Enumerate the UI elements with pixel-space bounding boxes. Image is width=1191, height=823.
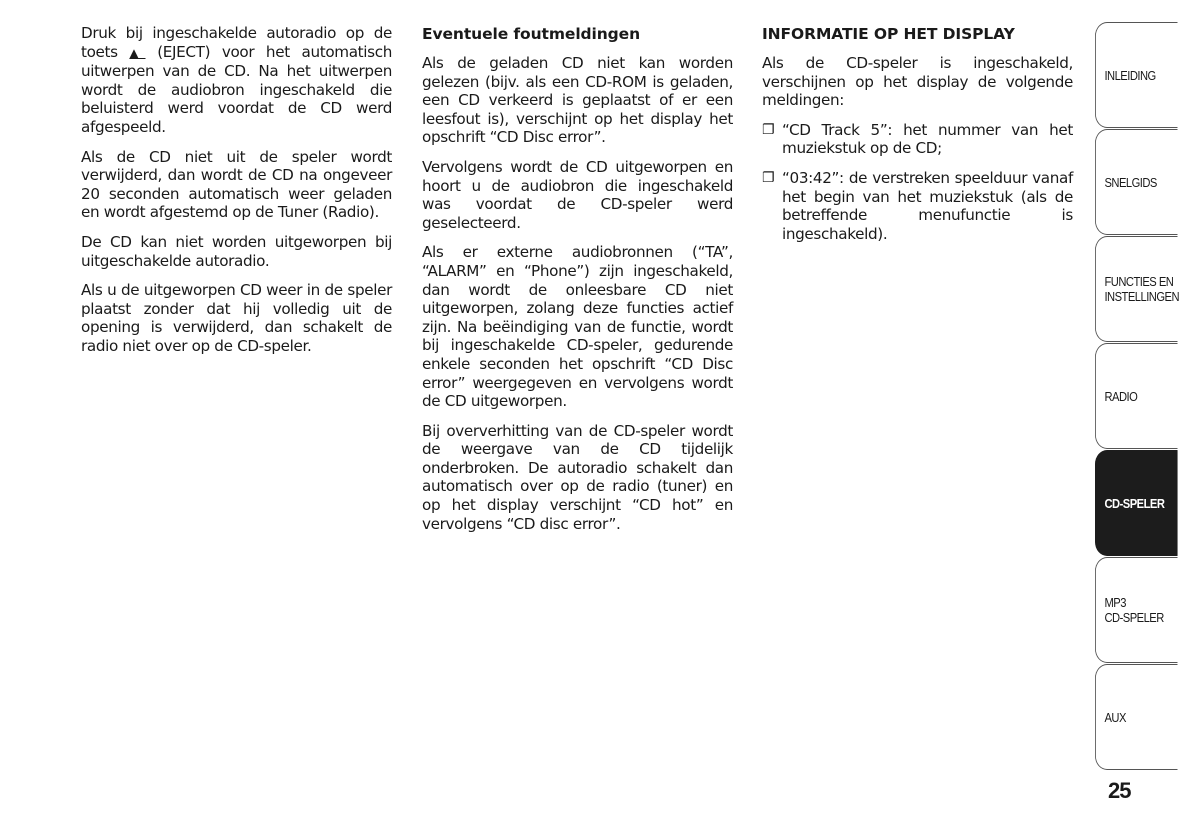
text-column-3 [762,24,1073,254]
paragraph: Bij oververhitting van de CD-speler wordt de weergave van de CD tijdelijk onderbroken. De autoradio schakelt dan automatisch over op de radio (tuner) en op het display verschijnt “CD hot” en vervolgens “CD disc error”. [422,421,733,533]
tab-radio[interactable]: RADIO [1095,343,1178,449]
checkbox-bullet-icon: ❐ [762,169,775,186]
paragraph: Als er externe audiobronnen (“TA”, “ALARM” en “Phone”) zijn ingeschakeld, dan wordt de onleesbare CD niet uitgeworpen, zolang deze functies actief zijn. Na beëindiging van de functie, wordt bij ingeschakelde CD-speler, gedurende enkele seconden het opschrift “CD Disc error” weergegeven en vervolgens wordt de CD uitgeworpen. [422,243,733,411]
page-number: 25 [1108,778,1131,803]
paragraph: Als de geladen CD niet kan worden gelezen (bijv. als een CD-ROM is geladen, een CD verkeerd is geplaatst of er een leesfout is), verschijnt op het display het opschrift “CD Disc error”. [422,54,733,147]
eject-text-end: (EJECT) voor het automatisch uitwerpen van de CD. Na het uitwerpen wordt de audiobron ingeschakeld die beluisterd werd voordat de CD werd afgespeeld. [81,42,392,136]
paragraph: Als de CD-speler is ingeschakeld, verschijnen op het display de volgende meldingen: [762,54,1073,110]
bullet-item [762,121,1073,158]
bullet-text: “03:42”: de verstreken speelduur vanaf het begin van het muziekstuk (als de betreffende menufunctie is ingeschakeld). [782,168,1073,243]
paragraph: De CD kan niet worden uitgeworpen bij uitgeschakelde autoradio. [81,232,392,270]
eject-paragraph [81,24,392,137]
section-heading: INFORMATIE OP HET DISPLAY [762,25,1015,43]
tab-inleiding[interactable]: INLEIDING [1095,22,1178,128]
tab-aux[interactable]: AUX [1095,664,1178,770]
eject-icon: ▲ [129,45,146,60]
bullet-item [762,169,1073,243]
text-column-2 [422,24,733,544]
tab-mp3-cd-speler[interactable]: MP3 CD-SPELER [1095,557,1178,663]
paragraph: Vervolgens wordt de CD uitgeworpen en hoort u de audiobron die ingeschakeld was voordat de CD-speler werd geselecteerd. [422,157,733,232]
eject-text-start: Druk bij ingeschakelde autoradio op de toets [81,24,392,61]
paragraph: Als de CD niet uit de speler wordt verwijderd, dan wordt de CD na ongeveer 20 seconden automatisch weer geladen en wordt afgestemd op de Tuner (Radio). [81,147,392,222]
tab-cd-speler[interactable]: CD-SPELER [1095,450,1178,556]
paragraph: Als u de uitgeworpen CD weer in de speler plaatst zonder dat hij volledig uit de opening is verwijderd, dan schakelt de radio niet over op de CD-speler. [81,281,392,355]
tab-snelgids[interactable]: SNELGIDS [1095,129,1178,235]
section-heading: Eventuele foutmeldingen [422,25,641,43]
text-column-1 [81,24,392,367]
checkbox-bullet-icon: ❐ [762,121,775,138]
tab-functies-en-instellingen[interactable]: FUNCTIES EN INSTELLINGEN [1095,236,1178,342]
bullet-text: “CD Track 5”: het nummer van het muziekstuk op de CD; [782,120,1073,158]
